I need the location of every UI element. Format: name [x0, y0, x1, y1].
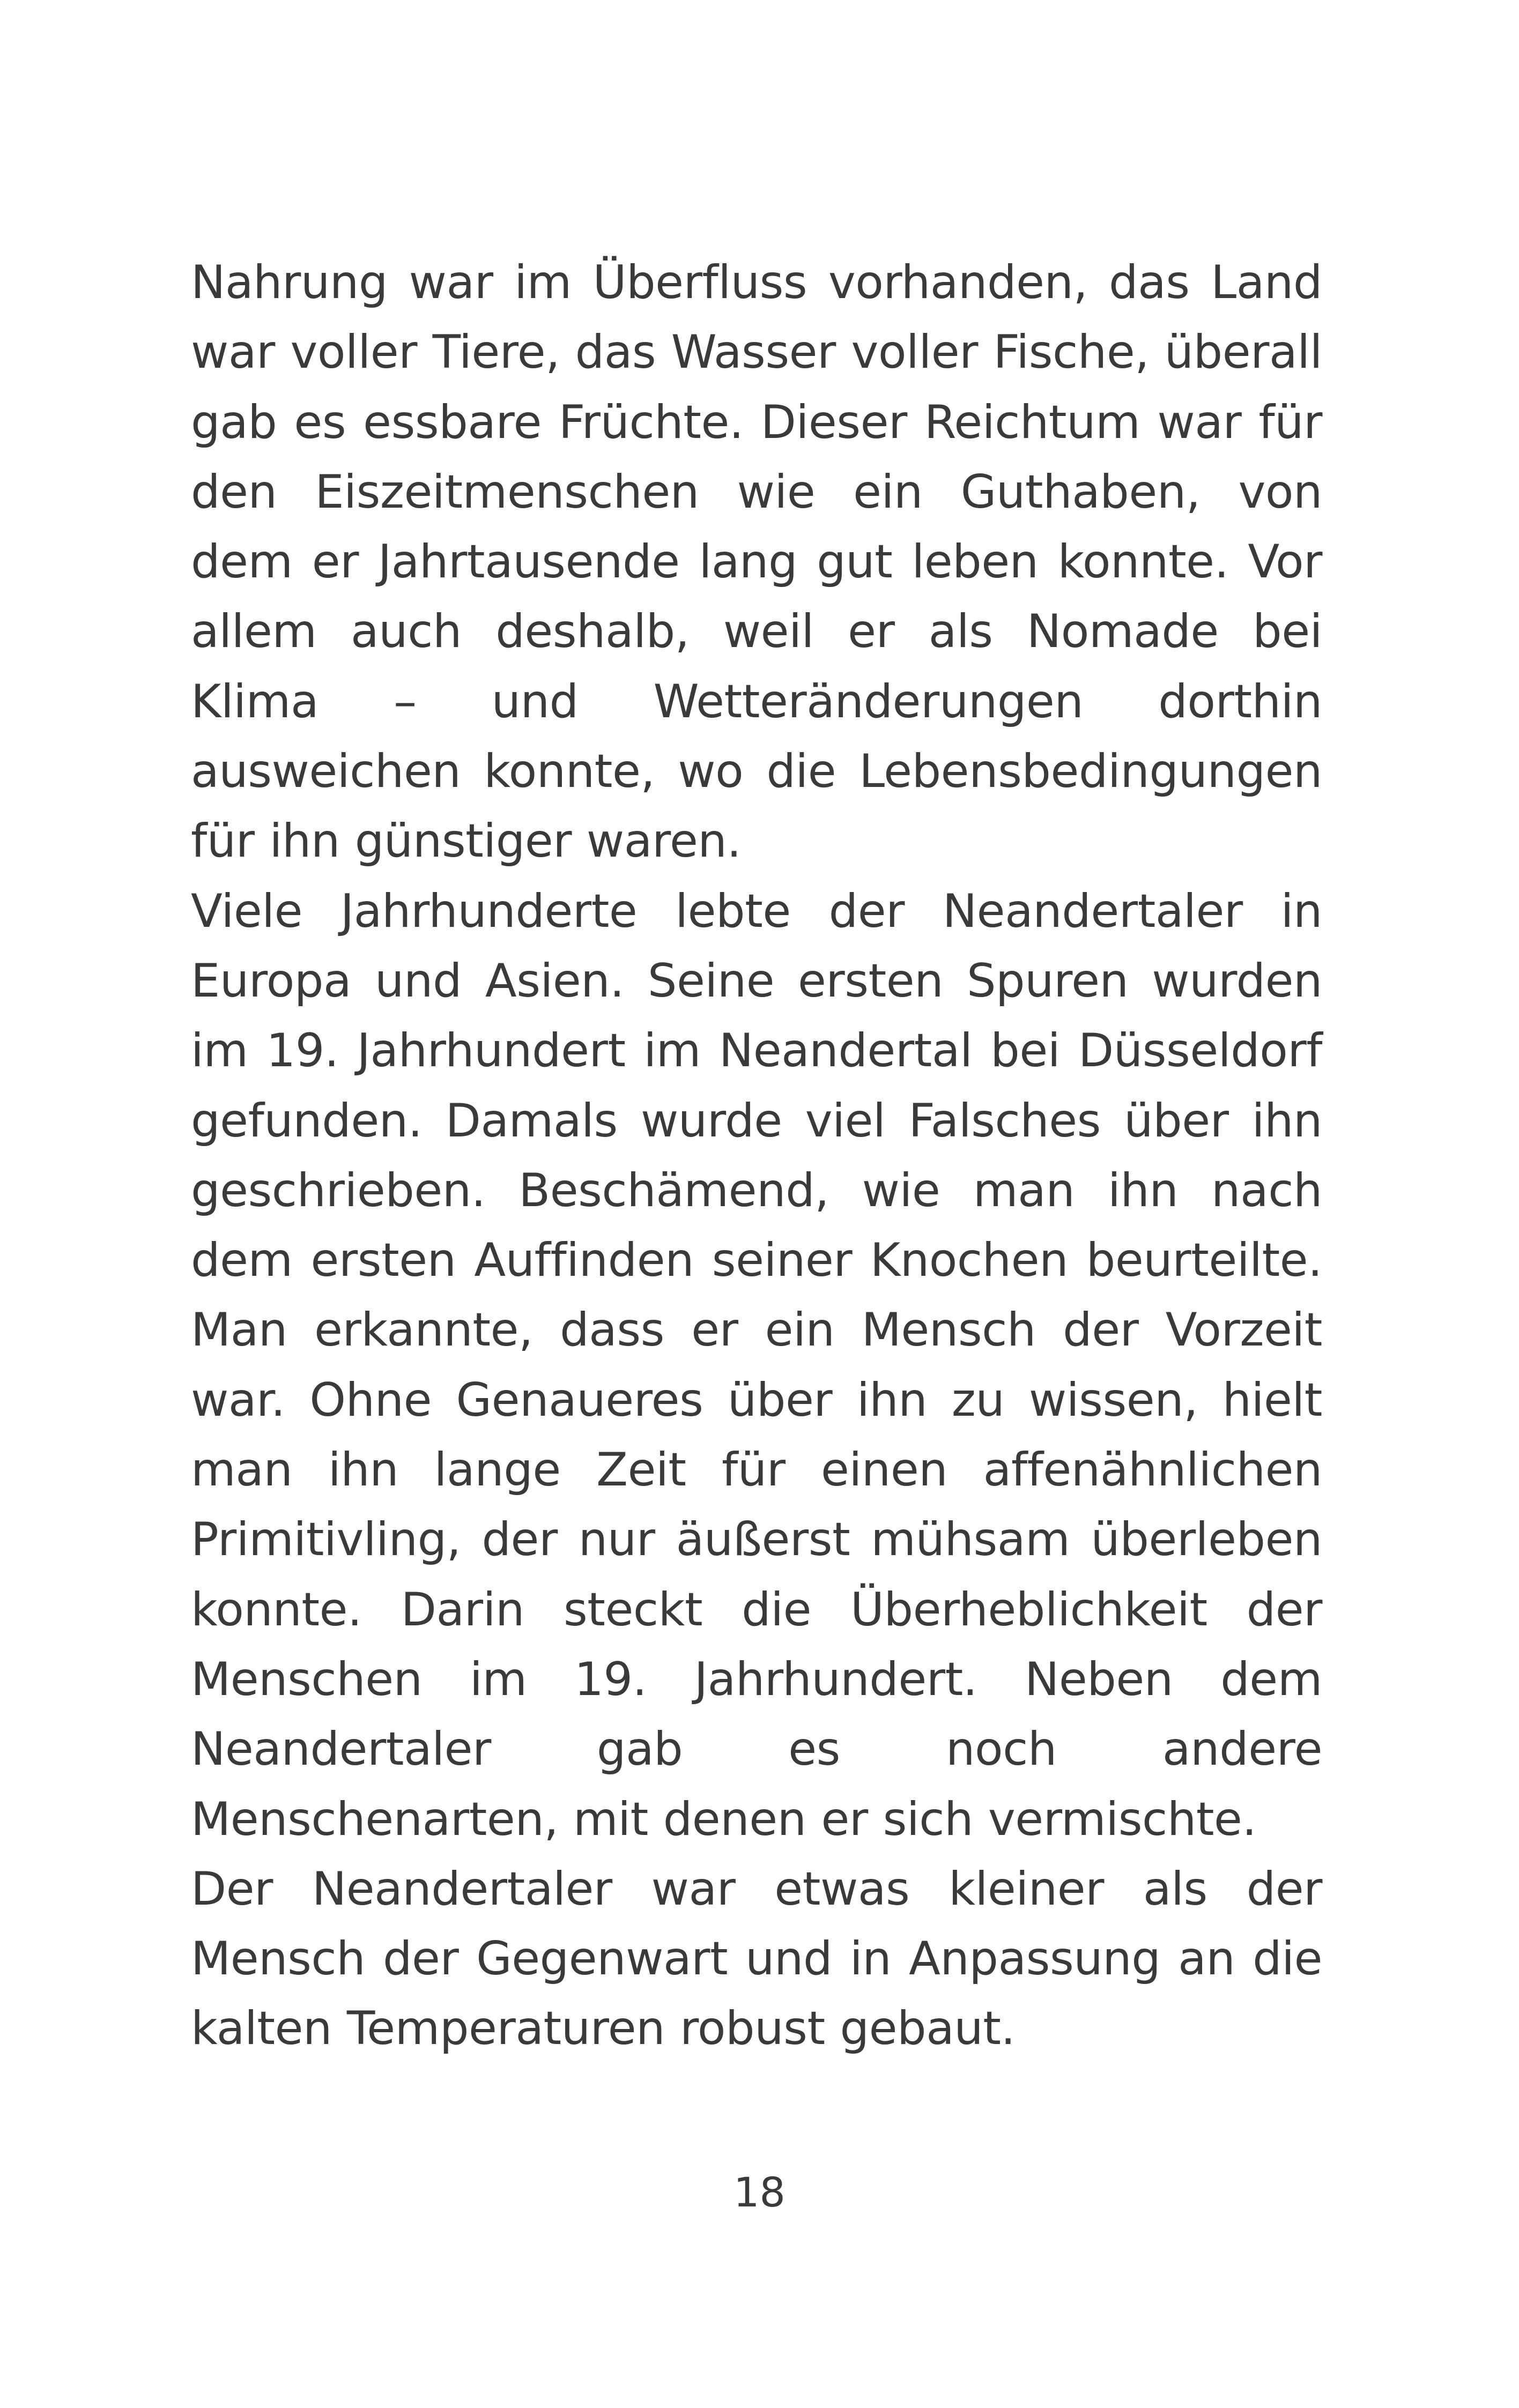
page-number: 18: [733, 2168, 786, 2216]
body-text: [191, 248, 1322, 2064]
paragraph: Der Neandertaler war etwas kleiner als der Mensch der Gegenwart und in Anpassung an die kalten Temperaturen robust gebaut.: [191, 1862, 1322, 2056]
paragraph: Viele Jahrhunderte lebte der Neandertaler in Europa und Asien. Seine ersten Spuren wurden im 19. Jahrhundert im Neandertal bei Düsseldorf gefunden. Damals wurde viel Falsches über ihn geschrieben. Beschämend, wie man ihn nach dem ersten Auffinden seiner Knochen beurteilte. Man erkannte, dass er ein Mensch der Vorzeit war. Ohne Genaueres über ihn zu wissen, hielt man ihn lange Zeit für einen affenähnlichen Primitivling, der nur äußerst mühsam überleben konnte. Darin steckt die Überheblichkeit der Menschen im 19. Jahrhundert. Neben dem Neandertaler gab es noch andere Menschenarten, mit denen er sich vermischte.: [191, 884, 1322, 1846]
paragraph: Nahrung war im Überfluss vorhanden, das Land war voller Tiere, das Wasser voller Fische, überall gab es essbare Früchte. Dieser Reichtum war für den Eiszeitmenschen wie ein Guthaben, von dem er Jahrtausende lang gut leben konnte. Vor allem auch deshalb, weil er als Nomade bei Klima – und Wetteränderungen dorthin ausweichen konnte, wo die Lebensbedingungen für ihn günstiger waren.: [191, 256, 1322, 868]
